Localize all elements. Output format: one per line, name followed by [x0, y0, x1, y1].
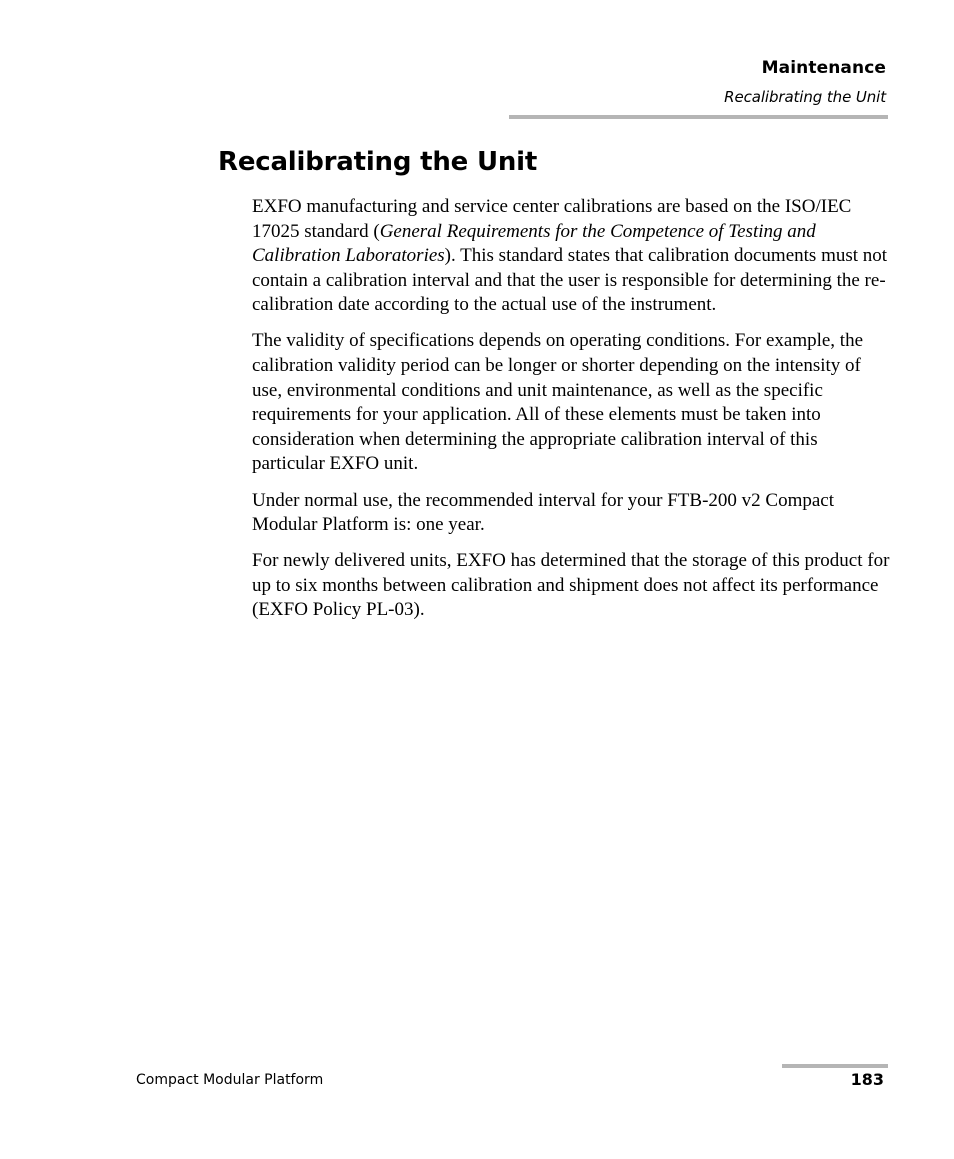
standard-title-italic: General Requirements for the Competence of Testing and Calibration Laboratories	[252, 220, 816, 267]
header-divider	[509, 115, 888, 119]
footer-divider	[782, 1064, 888, 1068]
page-number: 183	[850, 1070, 884, 1089]
paragraph-text-start: EXFO manufacturing and service center calibrations are based on the ISO/IEC 17025 standard (	[252, 196, 852, 242]
footer-product-name: Compact Modular Platform	[136, 1072, 324, 1088]
header-section-title: Recalibrating the Unit	[724, 88, 886, 106]
body-content	[252, 195, 892, 635]
header-chapter-title: Maintenance	[761, 58, 886, 78]
paragraph-calibration-standard	[252, 195, 892, 318]
running-header	[724, 56, 886, 108]
paragraph-validity: The validity of specifications depends on operating conditions. For example, the calibration validity period can be longer or shorter depending on the intensity of use, environmental conditions and unit maintenance, as well as the specific requirements for your application. All of these elements must be taken into consideration when determining the appropriate calibration interval of this particular EXFO unit.	[252, 330, 864, 475]
page-title: Recalibrating the Unit	[218, 147, 538, 177]
paragraph-recommended-interval: Under normal use, the recommended interval for your FTB-200 v2 Compact Modular Platform is: one year.	[252, 489, 834, 536]
paragraph-storage: For newly delivered units, EXFO has determined that the storage of this product for up to six months between calibration and shipment does not affect its performance (EXFO Policy PL-03).	[252, 550, 890, 621]
paragraph-text-end: ). This standard states that calibration documents must not contain a calibration interval and that the user is responsible for determining the re-calibration date according to the actual use of the instrument.	[252, 245, 888, 316]
